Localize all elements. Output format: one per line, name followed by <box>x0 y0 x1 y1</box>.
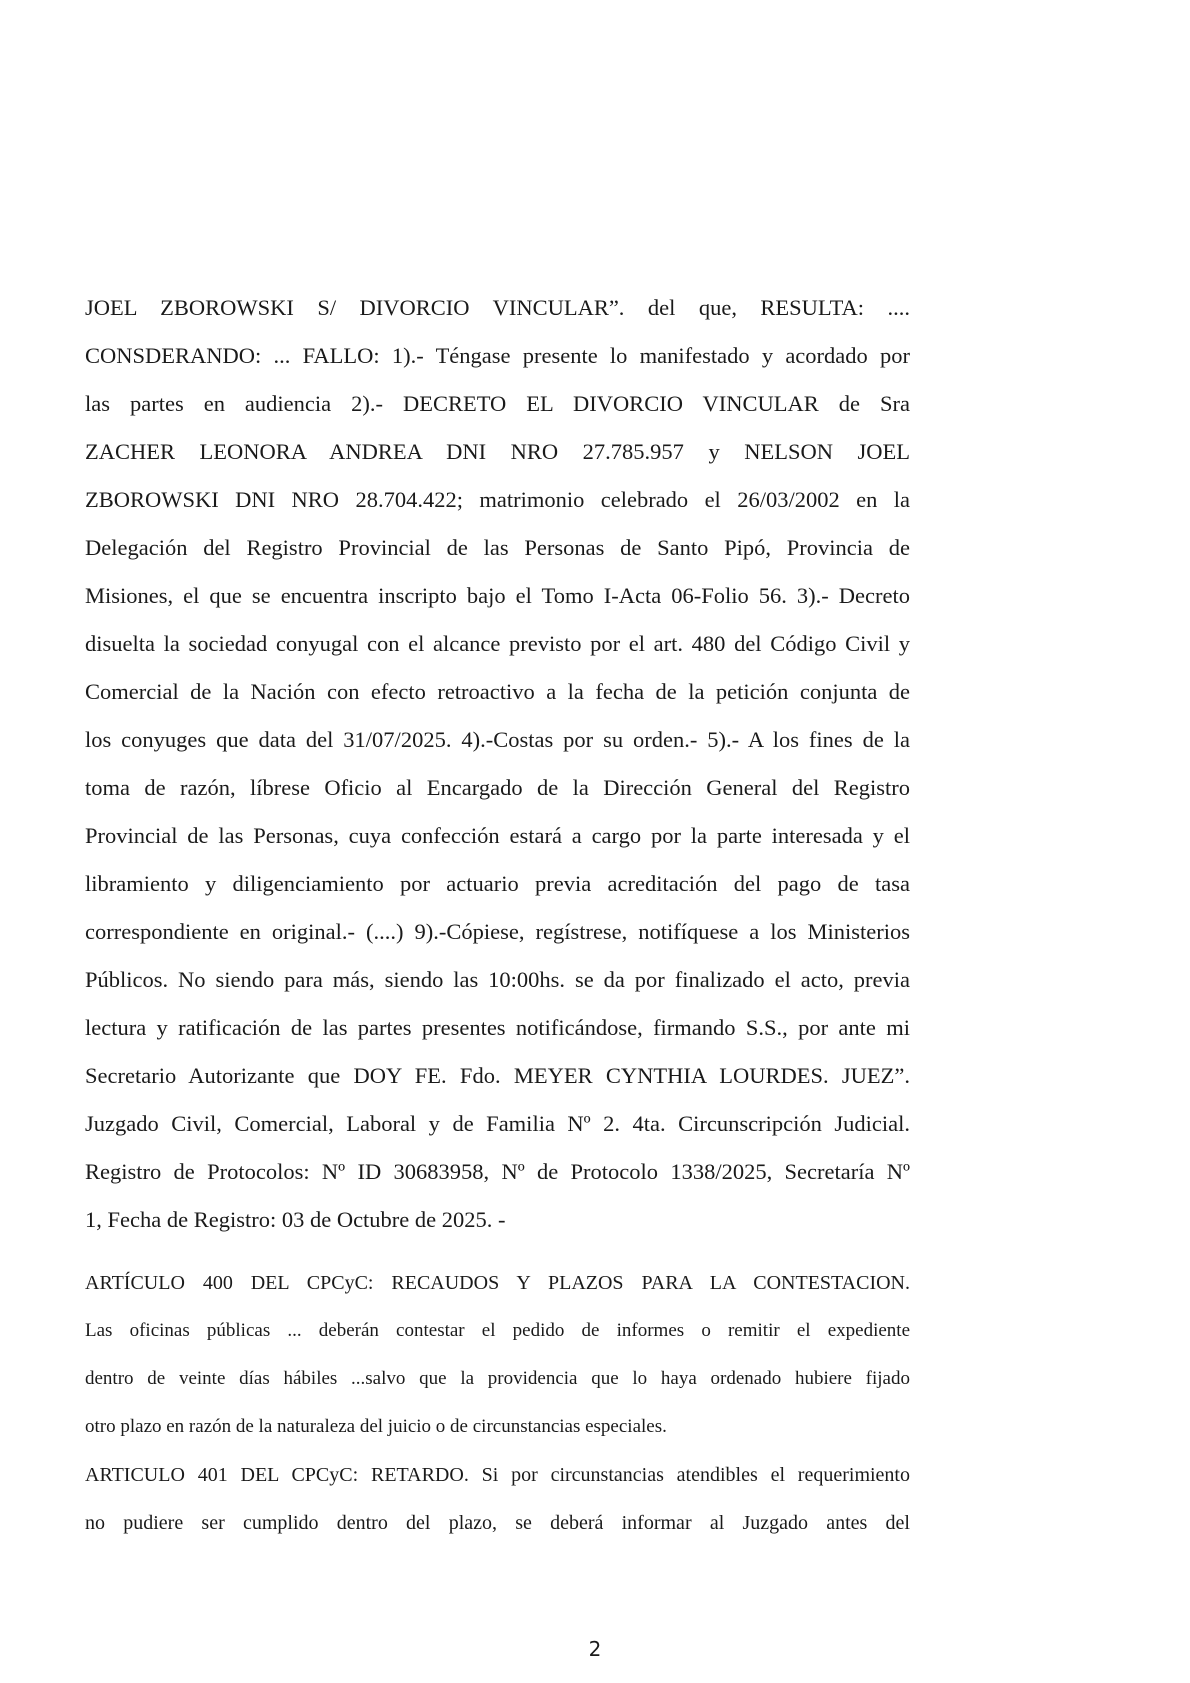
page-number: 2 <box>588 1637 602 1661</box>
ruling-line: Provincial de las Personas, cuya confección estará a cargo por la parte interesada y el <box>85 823 910 848</box>
ruling-text <box>85 284 910 1244</box>
article-401-line: ARTICULO 401 DEL CPCyC: RETARDO. Si por circunstancias atendibles el requerimiento <box>85 1464 910 1486</box>
ruling-line: Misiones, el que se encuentra inscripto bajo el Tomo I-Acta 06-Folio 56. 3).- Decreto <box>85 583 910 608</box>
article-401-line: no pudiere ser cumplido dentro del plazo, se deberá informar al Juzgado antes del <box>85 1512 910 1534</box>
article-400-line: dentro de veinte días hábiles ...salvo que la providencia que lo haya ordenado hubiere fijado <box>85 1368 910 1389</box>
article-400-line: Las oficinas públicas ... deberán contestar el pedido de informes o remitir el expediente <box>85 1320 910 1341</box>
ruling-line: Registro de Protocolos: Nº ID 30683958, Nº de Protocolo 1338/2025, Secretaría Nº <box>85 1159 910 1184</box>
ruling-line: lectura y ratificación de las partes presentes notificándose, firmando S.S., por ante mi <box>85 1015 910 1040</box>
article-400-heading: ARTÍCULO 400 DEL CPCyC: RECAUDOS Y PLAZOS PARA LA CONTESTACION. <box>85 1272 910 1294</box>
ruling-line: 1, Fecha de Registro: 03 de Octubre de 2025. - <box>85 1207 506 1232</box>
ruling-line: JOEL ZBOROWSKI S/ DIVORCIO VINCULAR”. del que, RESULTA: .... <box>85 295 910 320</box>
ruling-line: los conyuges que data del 31/07/2025. 4).-Costas por su orden.- 5).- A los fines de la <box>85 727 910 752</box>
ruling-line: Juzgado Civil, Comercial, Laboral y de Familia Nº 2. 4ta. Circunscripción Judicial. <box>85 1111 910 1136</box>
ruling-line: ZACHER LEONORA ANDREA DNI NRO 27.785.957 y NELSON JOEL <box>85 439 910 464</box>
ruling-line: Delegación del Registro Provincial de las Personas de Santo Pipó, Provincia de <box>85 535 910 560</box>
ruling-line: disuelta la sociedad conyugal con el alcance previsto por el art. 480 del Código Civil y <box>85 631 910 656</box>
ruling-line: Secretario Autorizante que DOY FE. Fdo. MEYER CYNTHIA LOURDES. JUEZ”. <box>85 1063 910 1088</box>
ruling-line: Públicos. No siendo para más, siendo las 10:00hs. se da por finalizado el acto, previa <box>85 967 910 992</box>
ruling-line: Comercial de la Nación con efecto retroactivo a la fecha de la petición conjunta de <box>85 679 910 704</box>
ruling-line: toma de razón, líbrese Oficio al Encargado de la Dirección General del Registro <box>85 775 910 800</box>
article-401-section <box>85 1451 910 1547</box>
ruling-line: las partes en audiencia 2).- DECRETO EL DIVORCIO VINCULAR de Sra <box>85 391 910 416</box>
ruling-line: ZBOROWSKI DNI NRO 28.704.422; matrimonio celebrado el 26/03/2002 en la <box>85 487 910 512</box>
ruling-line: libramiento y diligenciamiento por actuario previa acreditación del pago de tasa <box>85 871 910 896</box>
ruling-line: correspondiente en original.- (....) 9).-Cópiese, regístrese, notifíquese a los Ministerios <box>85 919 910 944</box>
article-400-section <box>85 1259 910 1451</box>
article-400-line: otro plazo en razón de la naturaleza del juicio o de circunstancias especiales. <box>85 1416 667 1437</box>
ruling-line: CONSDERANDO: ... FALLO: 1).- Téngase presente lo manifestado y acordado por <box>85 343 910 368</box>
